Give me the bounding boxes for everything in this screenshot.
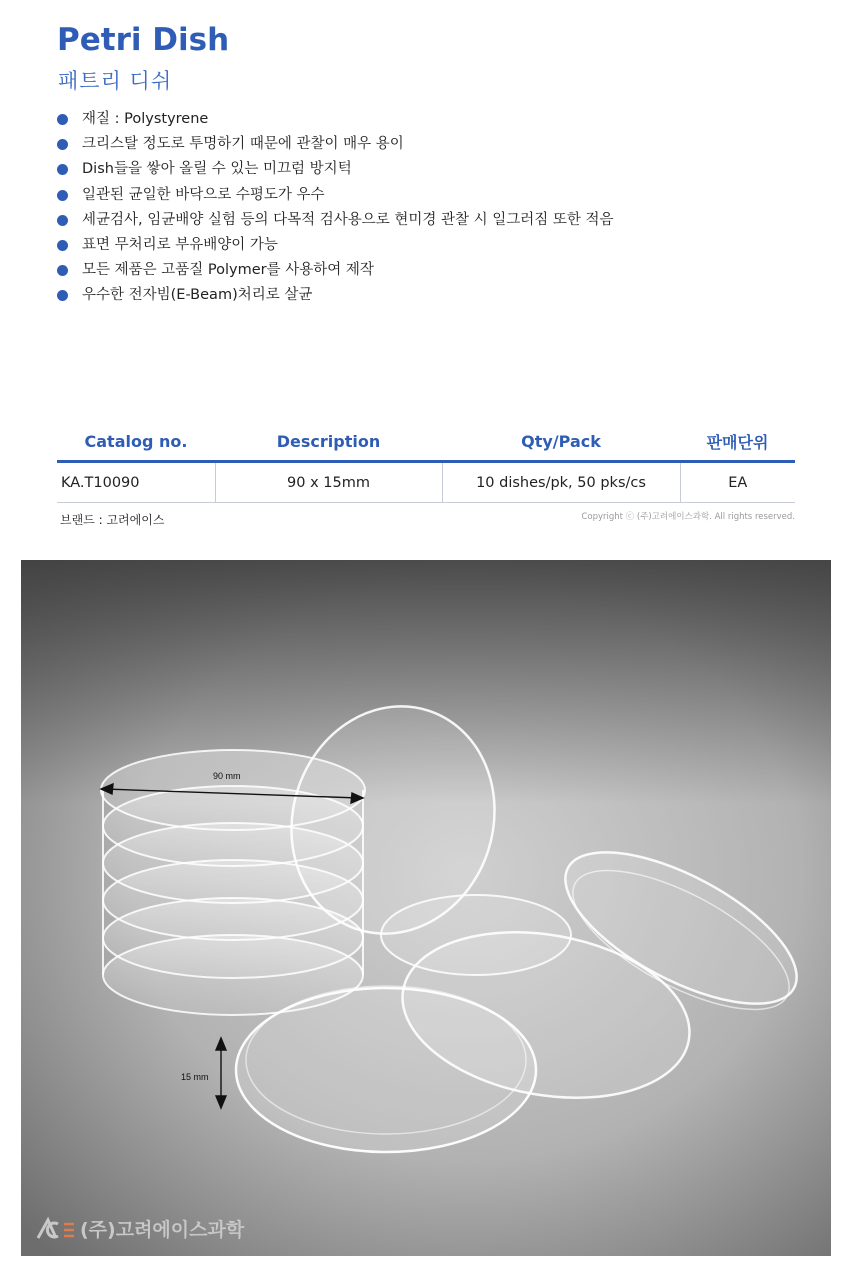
cell-qty-pack: 10 dishes/pk, 50 pks/cs — [442, 462, 680, 503]
bullet-icon — [57, 139, 68, 150]
feature-text: 세균검사, 임균배양 실험 등의 다목적 검사용으로 현미경 관찰 시 일그러짐 또한 적음 — [82, 211, 614, 228]
feature-text: Dish들을 쌓아 올릴 수 있는 미끄럼 방지턱 — [82, 161, 352, 178]
diameter-label: 90 mm — [213, 771, 241, 781]
feature-item — [57, 259, 614, 284]
product-photo — [21, 560, 831, 1256]
header-description: Description — [215, 423, 442, 462]
dish-front — [236, 988, 536, 1152]
product-subtitle: 패트리 디쉬 — [58, 69, 173, 93]
company-name: (주)고려에이스과학 — [80, 1218, 245, 1241]
cell-description: 90 x 15mm — [215, 462, 442, 503]
cell-sales-unit: EA — [680, 462, 795, 503]
ace-logo-icon — [36, 1214, 76, 1242]
feature-item — [57, 158, 614, 183]
bullet-icon — [57, 215, 68, 226]
header-sales-unit: 판매단위 — [680, 423, 795, 462]
bullet-icon — [57, 290, 68, 301]
table-header-row — [57, 423, 795, 462]
feature-item — [57, 108, 614, 133]
spec-table — [57, 423, 795, 503]
feature-item — [57, 133, 614, 158]
product-title: Petri Dish — [57, 22, 230, 58]
feature-text: 크리스탈 정도로 투명하기 때문에 관찰이 매우 용이 — [82, 136, 404, 153]
height-label: 15 mm — [181, 1072, 209, 1082]
feature-text: 재질 : Polystyrene — [82, 111, 209, 127]
bullet-icon — [57, 190, 68, 201]
table-row — [57, 462, 795, 503]
feature-item — [57, 184, 614, 209]
petri-dish-illustration — [21, 560, 831, 1256]
company-logo — [36, 1214, 244, 1242]
bullet-icon — [57, 164, 68, 175]
feature-text: 우수한 전자빔(E-Beam)처리로 살균 — [82, 287, 313, 304]
feature-text: 모든 제품은 고품질 Polymer를 사용하여 제작 — [82, 262, 374, 279]
bullet-icon — [57, 240, 68, 251]
cell-catalog-no: KA.T10090 — [57, 462, 215, 503]
bullet-icon — [57, 265, 68, 276]
feature-item — [57, 209, 614, 234]
brand-label: 브랜드 : 고려에이스 — [60, 513, 165, 527]
feature-list — [57, 108, 614, 310]
feature-item — [57, 284, 614, 309]
copyright-notice: Copyright ⓒ (주)고려에이스과학. All rights reserved. — [581, 512, 795, 522]
feature-text: 표면 무처리로 부유배양이 가능 — [82, 236, 278, 253]
bullet-icon — [57, 114, 68, 125]
header-catalog-no: Catalog no. — [57, 423, 215, 462]
feature-item — [57, 234, 614, 259]
header-qty-pack: Qty/Pack — [442, 423, 680, 462]
feature-text: 일관된 균일한 바닥으로 수평도가 우수 — [82, 186, 325, 203]
